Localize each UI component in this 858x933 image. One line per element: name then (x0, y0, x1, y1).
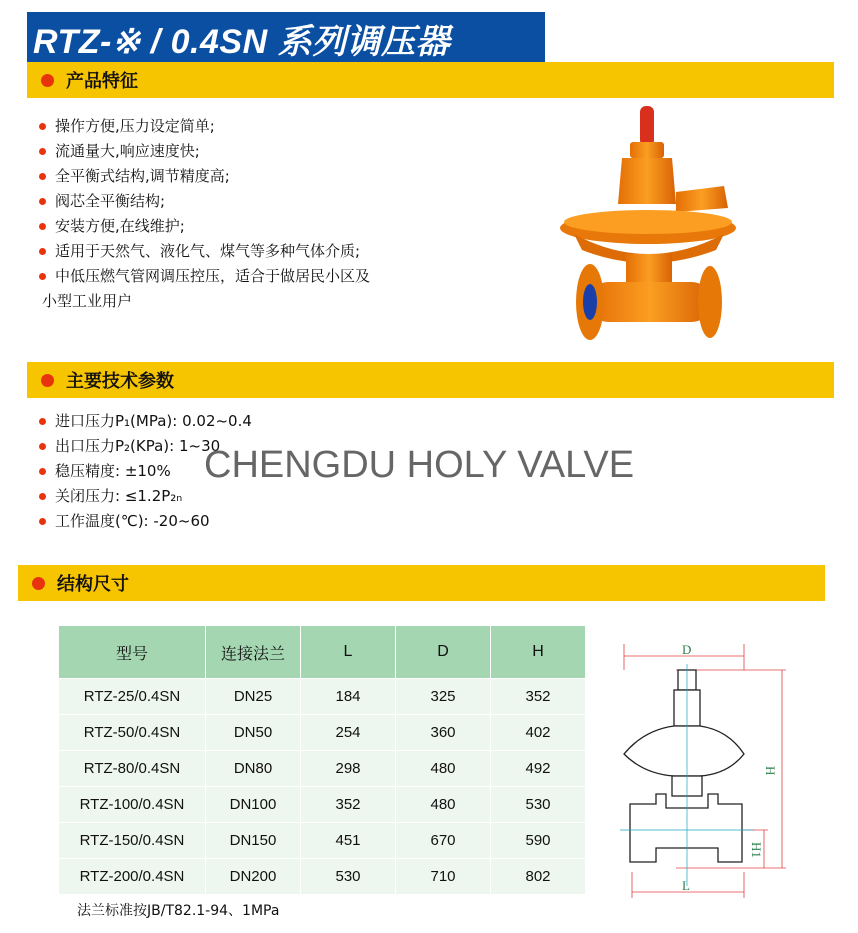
table-row: RTZ-50/0.4SN DN50 254 360 402 (59, 715, 586, 751)
table-row: RTZ-150/0.4SN DN150 451 670 590 (59, 823, 586, 859)
bullet-dot-icon (39, 493, 46, 500)
table-row: RTZ-80/0.4SN DN80 298 480 492 (59, 751, 586, 787)
list-item: 关闭压力: ≤1.2P₂ₙ (38, 484, 252, 509)
bullet-dot-icon (39, 223, 46, 230)
bullet-dot-icon (39, 518, 46, 525)
bullet-dot-icon (41, 374, 54, 387)
section-dimensions-heading: 结构尺寸 (57, 574, 129, 595)
list-item: 进口压力P₁(MPa): 0.02~0.4 (38, 409, 252, 434)
list-item: 出口压力P₂(KPa): 1~30 (38, 434, 252, 459)
diagram-label-h1: H1 (749, 842, 764, 858)
bullet-dot-icon (39, 468, 46, 475)
table-header-row (59, 626, 586, 679)
list-item: 流通量大,响应速度快; (38, 139, 370, 164)
section-dimensions-bar (18, 565, 825, 601)
bullet-dot-icon (39, 173, 46, 180)
table-row: RTZ-200/0.4SN DN200 530 710 802 (59, 859, 586, 895)
table-row: RTZ-25/0.4SN DN25 184 325 352 (59, 679, 586, 715)
table-row: RTZ-100/0.4SN DN100 352 480 530 (59, 787, 586, 823)
list-item: 阀芯全平衡结构; (38, 189, 370, 214)
flange-standard-note: 法兰标准按JB/T82.1-94、1MPa (77, 903, 280, 919)
col-header-h: H (491, 626, 586, 679)
section-params-heading: 主要技术参数 (66, 371, 174, 392)
bullet-dot-icon (39, 418, 46, 425)
list-item: 工作温度(℃): -20~60 (38, 509, 252, 534)
col-header-flange: 连接法兰 (206, 626, 301, 679)
watermark: CHENGDU HOLY VALVE (204, 444, 635, 486)
bullet-dot-icon (39, 148, 46, 155)
bullet-dot-icon (39, 248, 46, 255)
section-features-bar (27, 62, 834, 98)
col-header-d: D (396, 626, 491, 679)
list-item: 适用于天然气、液化气、煤气等多种气体介质; (38, 239, 370, 264)
col-header-l: L (301, 626, 396, 679)
bullet-dot-icon (39, 443, 46, 450)
bullet-dot-icon (39, 198, 46, 205)
section-features-heading: 产品特征 (66, 71, 138, 92)
bullet-dot-icon (32, 577, 45, 590)
list-item: 安装方便,在线维护; (38, 214, 370, 239)
bullet-dot-icon (39, 123, 46, 130)
features-list (38, 114, 370, 314)
page-title: RTZ-※ / 0.4SN 系列调压器 (33, 22, 451, 61)
col-header-model: 型号 (59, 626, 206, 679)
diagram-label-l: L (682, 878, 690, 893)
bullet-dot-icon (39, 273, 46, 280)
regulator-valve-image (556, 104, 776, 348)
dimension-diagram (616, 636, 788, 906)
bullet-dot-icon (41, 74, 54, 87)
title-banner (27, 12, 545, 64)
diagram-label-d: D (682, 642, 692, 657)
list-item: 中低压燃气管网调压控压，适合于做居民小区及 (38, 264, 370, 289)
list-item: 稳压精度: ±10% (38, 459, 252, 484)
section-params-bar (27, 362, 834, 398)
list-item: 全平衡式结构,调节精度高; (38, 164, 370, 189)
list-item-continuation: 小型工业用户 (42, 292, 133, 310)
diagram-label-h: H (763, 766, 778, 776)
dimensions-table (58, 625, 586, 895)
list-item: 操作方便,压力设定简单; (38, 114, 370, 139)
